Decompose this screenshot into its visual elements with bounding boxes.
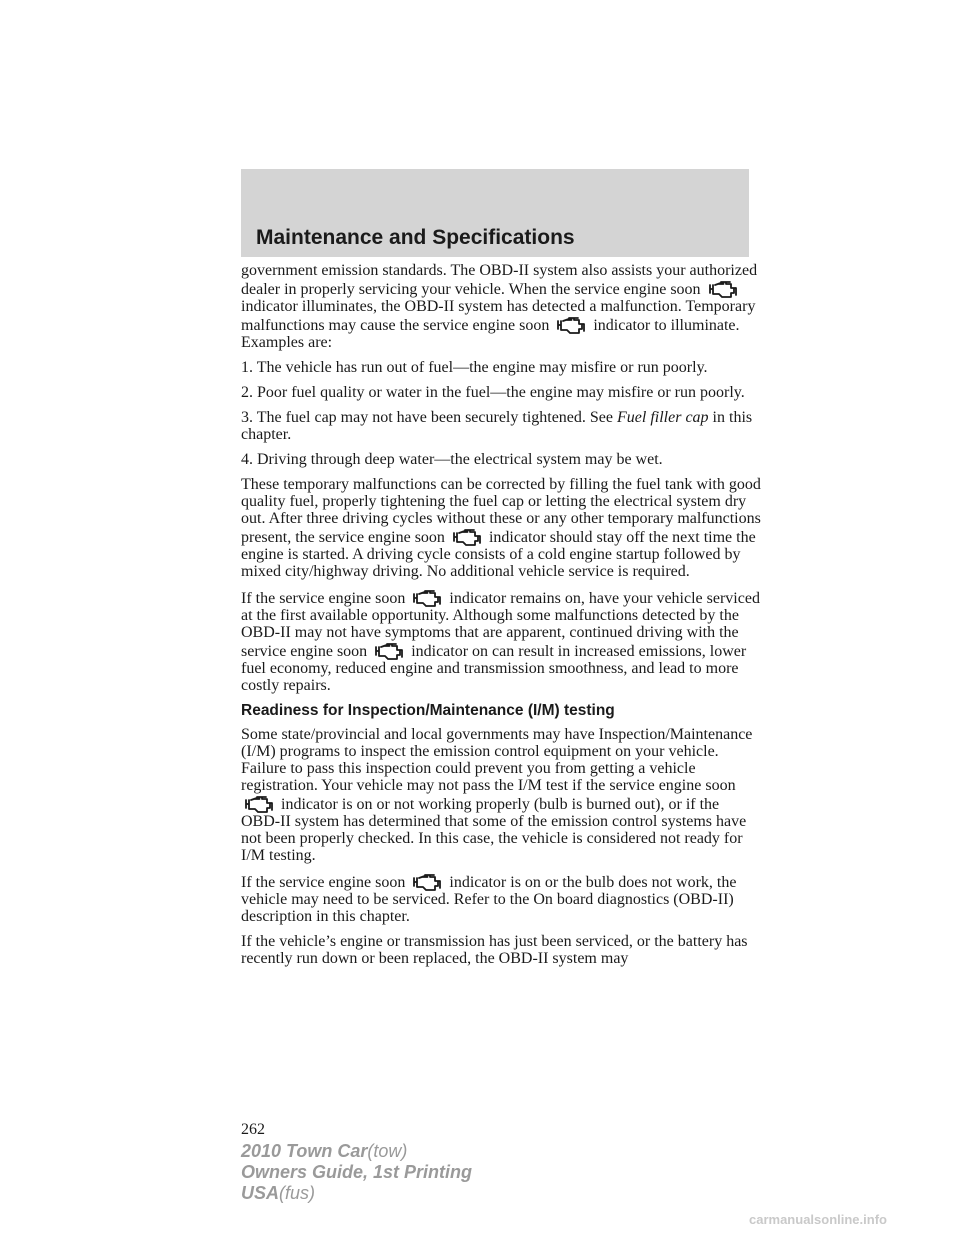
text-run: indicator to illuminate. Examples are: [241,317,740,351]
paragraph [241,726,761,864]
check-engine-icon [373,641,405,660]
text-run: indicator remains on, have your vehicle serviced at the first available opportunity. Although some malfunctions detected by the OBD-II may not have symptoms that are apparent, continued driving with the service engine soon [241,590,760,660]
chapter-title: Maintenance and Specifications [256,226,575,249]
paragraph: If the vehicle’s engine or transmission has just been serviced, or the battery has recently run down or been replaced, the OBD-II system may [241,933,748,967]
paragraph [241,476,761,580]
print-footer [241,1141,472,1204]
text-run: indicator should stay off the next time the engine is started. A driving cycle consists of a cold engine startup followed by mixed city/highway driving. No additional vehicle service is required. [241,529,756,580]
section-heading: Readiness for Inspection/Maintenance (I/M) testing [241,702,615,719]
text-run: in this chapter. [241,409,753,443]
text-run: 3. The fuel cap may not have been securely tightened. See [241,409,614,426]
text-run: indicator illuminates, the OBD-II system has detected a malfunction. Temporary malfunctions may cause the service engine soon [241,298,756,334]
text-run: If the service engine soon [241,590,406,607]
text-run: indicator is on or not working properly (bulb is burned out), or if the OBD-II system has determined that some of the emission control systems have not been properly checked. In this case, the vehicle is considered not ready for I/M testing. [241,796,747,864]
text-run: If the service engine soon [241,874,406,891]
watermark: carmanualsonline.info [749,1212,887,1227]
check-engine-icon [555,315,587,334]
text-run: indicator on can result in increased emissions, lower fuel economy, reduced engine and transmission smoothness, and lead to more costly repairs. [241,643,747,694]
cross-reference: Fuel filler cap [617,409,709,426]
check-engine-icon [411,872,443,891]
footer-line [241,1183,472,1204]
footer-code: (tow) [367,1141,408,1161]
check-engine-icon [451,527,483,546]
paragraph [241,872,761,925]
page-number: 262 [241,1121,265,1138]
page-body [241,262,761,975]
paragraph [241,262,761,351]
footer-line: Owners Guide, 1st Printing [241,1162,473,1182]
list-item [241,409,761,443]
footer-code: (fus) [279,1183,316,1203]
list-item: 1. The vehicle has run out of fuel—the engine may misfire or run poorly. [241,359,708,376]
footer-line [241,1141,472,1162]
check-engine-icon [411,588,443,607]
paragraph [241,588,761,694]
text-run: These temporary malfunctions can be corrected by filling the fuel tank with good quality fuel, properly tightening the fuel cap or letting the electrical system dry out. After three driving cycles without these or any other temporary malfunctions present, the service engine soon [241,476,761,546]
check-engine-icon [707,279,739,298]
footer-market: USA [241,1183,280,1203]
list-item: 4. Driving through deep water—the electrical system may be wet. [241,451,663,468]
list-item: 2. Poor fuel quality or water in the fuel—the engine may misfire or run poorly. [241,384,745,401]
check-engine-icon [243,794,275,813]
text-run: indicator is on or the bulb does not work, the vehicle may need to be serviced. Refer to the On board diagnostics (OBD-II) description in this chapter. [241,874,737,925]
text-run: Some state/provincial and local governments may have Inspection/Maintenance (I/M) programs to inspect the emission control equipment on your vehicle. Failure to pass this inspection could prevent you from getting a vehicle registration. Your vehicle may not pass the I/M test if the service engine soon [241,726,753,794]
footer-model: 2010 Town Car [241,1141,368,1161]
text-run: government emission standards. The OBD-II system also assists your authorized dealer in properly servicing your vehicle. When the service engine soon [241,262,758,298]
